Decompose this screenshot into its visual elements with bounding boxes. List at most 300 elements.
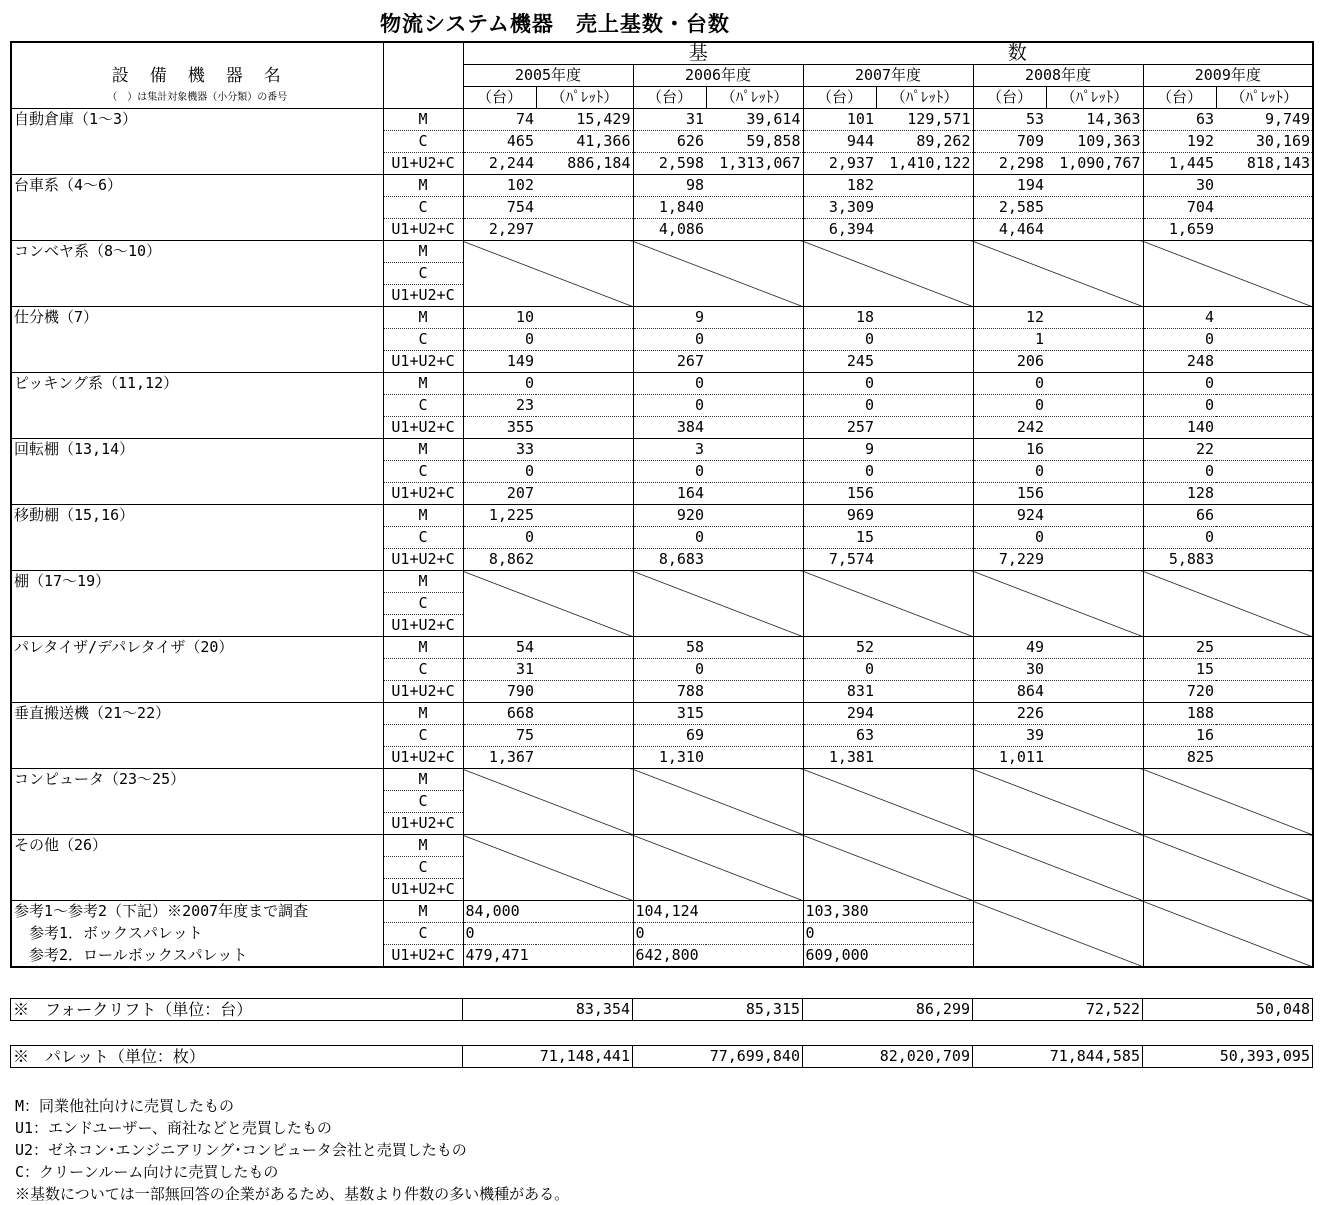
value-cell: 1,310: [633, 747, 706, 769]
empty-cell: [536, 505, 633, 527]
empty-cell: [1046, 637, 1143, 659]
group-header-su: 数: [1007, 42, 1087, 64]
value-cell: 818,143: [1216, 153, 1313, 175]
value-cell: 31: [633, 109, 706, 131]
empty-cell: [1216, 329, 1313, 351]
empty-cell: [1216, 725, 1313, 747]
value-cell: 0: [633, 373, 706, 395]
value-cell: 31: [463, 659, 536, 681]
unit-pallet: （ﾊﾟﾚｯﾄ）: [1046, 87, 1143, 109]
forklift-table: [10, 998, 1313, 1021]
empty-cell: [706, 197, 803, 219]
value-cell: 7,229: [973, 549, 1046, 571]
row-type-label: M: [383, 835, 463, 857]
value-cell: 15: [803, 527, 876, 549]
empty-cell: [706, 483, 803, 505]
value-cell: 102: [463, 175, 536, 197]
empty-cell: [536, 461, 633, 483]
empty-cell: [536, 527, 633, 549]
row-type-label: U1+U2+C: [383, 483, 463, 505]
empty-cell: [876, 527, 973, 549]
note-line: C：クリーンルーム向けに売買したもの: [15, 1163, 279, 1181]
empty-cell: [1046, 373, 1143, 395]
value-cell: 1,840: [633, 197, 706, 219]
forklift-value: 85,315: [633, 999, 803, 1021]
forklift-value: 86,299: [803, 999, 973, 1021]
row-type-label: C: [383, 197, 463, 219]
reference-value: 479,471: [465, 946, 529, 964]
value-cell: 0: [1143, 395, 1216, 417]
value-cell: 2,598: [633, 153, 706, 175]
empty-cell: [536, 945, 633, 968]
not-applicable-cell: [973, 901, 1143, 968]
empty-cell: [706, 505, 803, 527]
value-cell: 39: [973, 725, 1046, 747]
forklift-value: 83,354: [463, 999, 633, 1021]
value-cell: 704: [1143, 197, 1216, 219]
value-cell: 89,262: [876, 131, 973, 153]
empty-cell: [1046, 175, 1143, 197]
not-applicable-cell: [463, 241, 633, 307]
value-cell: 384: [633, 417, 706, 439]
row-type-label: M: [383, 109, 463, 131]
value-cell: 206: [973, 351, 1046, 373]
table-row: [11, 307, 1313, 329]
value-cell: 75: [463, 725, 536, 747]
empty-cell: [1216, 439, 1313, 461]
empty-cell: [536, 417, 633, 439]
note-line: U1：エンドユーザー、商社などと売買したもの: [15, 1119, 332, 1137]
unit-dai: （台）: [633, 87, 706, 109]
empty-cell: [536, 439, 633, 461]
empty-cell: [876, 747, 973, 769]
value-cell: 0: [1143, 461, 1216, 483]
empty-cell: [876, 725, 973, 747]
row-type-label: U1+U2+C: [383, 615, 463, 637]
value-cell: 66: [1143, 505, 1216, 527]
value-cell: 30,169: [1216, 131, 1313, 153]
unit-pallet: （ﾊﾟﾚｯﾄ）: [536, 87, 633, 109]
unit-dai: （台）: [803, 87, 876, 109]
value-cell: 2,585: [973, 197, 1046, 219]
empty-cell: [1046, 461, 1143, 483]
empty-cell: [876, 637, 973, 659]
value-cell: 1,011: [973, 747, 1046, 769]
value-cell: 140: [1143, 417, 1216, 439]
table-row: [11, 109, 1313, 131]
value-cell: 0: [803, 373, 876, 395]
value-cell: 22: [1143, 439, 1216, 461]
empty-cell: [1046, 483, 1143, 505]
empty-cell: [536, 637, 633, 659]
empty-cell: [1046, 307, 1143, 329]
value-cell: 315: [633, 703, 706, 725]
pallet-label: ※ パレット（単位：枚）: [11, 1046, 463, 1068]
empty-cell: [876, 703, 973, 725]
value-cell: 23: [463, 395, 536, 417]
empty-cell: [536, 483, 633, 505]
empty-cell: [706, 725, 803, 747]
empty-cell: [876, 351, 973, 373]
empty-cell: [876, 395, 973, 417]
value-cell: 8,683: [633, 549, 706, 571]
empty-cell: [1046, 659, 1143, 681]
row-type-label: U1+U2+C: [383, 285, 463, 307]
empty-cell: [536, 725, 633, 747]
empty-cell: [1216, 483, 1313, 505]
empty-cell: [1216, 175, 1313, 197]
empty-cell: [876, 417, 973, 439]
not-applicable-cell: [463, 769, 633, 835]
equipment-name: 仕分機（7）: [11, 307, 383, 373]
value-cell: 149: [463, 351, 536, 373]
not-applicable-cell: [803, 571, 973, 637]
empty-cell: [1046, 747, 1143, 769]
table-row: [11, 505, 1313, 527]
value-cell: 41,366: [536, 131, 633, 153]
value-cell: 25: [1143, 637, 1216, 659]
table-row: [11, 439, 1313, 461]
value-cell: 14,363: [1046, 109, 1143, 131]
row-type-label: C: [383, 923, 463, 945]
value-cell: 188: [1143, 703, 1216, 725]
row-type-label: U1+U2+C: [383, 945, 463, 968]
equipment-name: 移動棚（15,16）: [11, 505, 383, 571]
row-type-label: M: [383, 571, 463, 593]
unit-dai: （台）: [463, 87, 536, 109]
not-applicable-cell: [1143, 571, 1313, 637]
value-cell: 1,313,067: [706, 153, 803, 175]
value-cell: 886,184: [536, 153, 633, 175]
value-cell: 0: [803, 329, 876, 351]
forklift-value: 50,048: [1143, 999, 1313, 1021]
empty-cell: [1046, 505, 1143, 527]
empty-cell: [1216, 197, 1313, 219]
empty-cell: [1046, 703, 1143, 725]
empty-cell: [1216, 461, 1313, 483]
value-cell: 6,394: [803, 219, 876, 241]
pallet-value: 82,020,709: [803, 1046, 973, 1068]
value-cell: 0: [1143, 527, 1216, 549]
row-type-label: M: [383, 175, 463, 197]
value-cell: 788: [633, 681, 706, 703]
empty-cell: [1216, 659, 1313, 681]
year-header: 2009年度: [1143, 65, 1313, 87]
not-applicable-cell: [1143, 835, 1313, 901]
row-type-label: U1+U2+C: [383, 219, 463, 241]
value-cell: 245: [803, 351, 876, 373]
row-type-label: C: [383, 527, 463, 549]
value-cell: 1,090,767: [1046, 153, 1143, 175]
value-cell: 164: [633, 483, 706, 505]
pallet-value: 77,699,840: [633, 1046, 803, 1068]
empty-cell: [876, 505, 973, 527]
not-applicable-cell: [1143, 901, 1313, 968]
empty-cell: [706, 417, 803, 439]
value-cell: 9: [803, 439, 876, 461]
empty-cell: [1046, 549, 1143, 571]
not-applicable-cell: [463, 835, 633, 901]
empty-cell: [1046, 351, 1143, 373]
empty-cell: [536, 307, 633, 329]
equipment-name: コンピュータ（23～25）: [11, 769, 383, 835]
value-cell: 924: [973, 505, 1046, 527]
empty-cell: [536, 549, 633, 571]
value-cell: 16: [973, 439, 1046, 461]
row-type-label: M: [383, 703, 463, 725]
empty-cell: [1046, 329, 1143, 351]
not-applicable-cell: [973, 769, 1143, 835]
empty-cell: [536, 681, 633, 703]
not-applicable-cell: [973, 835, 1143, 901]
empty-cell: [876, 483, 973, 505]
note-line: M：同業他社向けに売買したもの: [15, 1097, 235, 1115]
not-applicable-cell: [633, 571, 803, 637]
not-applicable-cell: [1143, 241, 1313, 307]
empty-cell: [876, 219, 973, 241]
value-cell: 3,309: [803, 197, 876, 219]
reference-label: 参考2．ロールボックスパレット: [11, 945, 383, 968]
value-cell: 1,225: [463, 505, 536, 527]
value-cell: 16: [1143, 725, 1216, 747]
not-applicable-cell: [633, 241, 803, 307]
unit-dai: （台）: [1143, 87, 1216, 109]
equipment-name: 棚（17～19）: [11, 571, 383, 637]
not-applicable-cell: [803, 241, 973, 307]
value-cell: 192: [1143, 131, 1216, 153]
empty-cell: [1216, 307, 1313, 329]
row-type-label: C: [383, 791, 463, 813]
equipment-name: パレタイザ/デパレタイザ（20）: [11, 637, 383, 703]
value-cell: 0: [633, 659, 706, 681]
value-cell: 58: [633, 637, 706, 659]
value-cell: 30: [1143, 175, 1216, 197]
empty-cell: [706, 703, 803, 725]
row-type-label: M: [383, 307, 463, 329]
value-cell: 59,858: [706, 131, 803, 153]
value-cell: 52: [803, 637, 876, 659]
group-header-ki: 基: [688, 42, 768, 64]
reference-label: 参考1～参考2（下記）※2007年度まで調査: [11, 901, 383, 923]
value-cell: 0: [463, 373, 536, 395]
value-cell: 242: [973, 417, 1046, 439]
empty-cell: [1046, 417, 1143, 439]
empty-cell: [536, 329, 633, 351]
empty-cell: [536, 219, 633, 241]
note-line: U2：ゼネコン･エンジニアリング･コンピュータ会社と売買したもの: [15, 1141, 467, 1159]
value-cell: 0: [633, 527, 706, 549]
reference-value: 609,000: [805, 946, 869, 964]
row-type-label: C: [383, 395, 463, 417]
reference-value: 0: [463, 923, 536, 945]
table-row: [11, 637, 1313, 659]
row-type-label: C: [383, 659, 463, 681]
not-applicable-cell: [463, 571, 633, 637]
forklift-label: ※ フォークリフト（単位：台）: [11, 999, 463, 1021]
value-cell: 248: [1143, 351, 1216, 373]
value-cell: 0: [463, 329, 536, 351]
empty-cell: [536, 703, 633, 725]
value-cell: 668: [463, 703, 536, 725]
empty-cell: [706, 395, 803, 417]
value-cell: 920: [633, 505, 706, 527]
empty-cell: [1216, 219, 1313, 241]
value-cell: 4: [1143, 307, 1216, 329]
value-cell: 1,659: [1143, 219, 1216, 241]
value-cell: 74: [463, 109, 536, 131]
value-cell: 182: [803, 175, 876, 197]
row-type-label: U1+U2+C: [383, 549, 463, 571]
value-cell: 207: [463, 483, 536, 505]
value-cell: 129,571: [876, 109, 973, 131]
value-cell: 790: [463, 681, 536, 703]
empty-cell: [706, 461, 803, 483]
not-applicable-cell: [803, 769, 973, 835]
empty-cell: [706, 945, 803, 968]
row-type-label: M: [383, 769, 463, 791]
value-cell: 831: [803, 681, 876, 703]
empty-cell: [536, 747, 633, 769]
value-cell: 226: [973, 703, 1046, 725]
reference-row: [11, 901, 1313, 923]
empty-cell: [706, 923, 803, 945]
value-cell: 257: [803, 417, 876, 439]
empty-cell: [1216, 681, 1313, 703]
note-line: ※基数については一部無回答の企業があるため、基数より件数の多い機種がある。: [15, 1185, 570, 1203]
value-cell: 156: [803, 483, 876, 505]
row-type-label: C: [383, 131, 463, 153]
value-cell: 8,862: [463, 549, 536, 571]
not-applicable-cell: [803, 835, 973, 901]
row-type-label: U1+U2+C: [383, 351, 463, 373]
value-cell: 1,410,122: [876, 153, 973, 175]
year-header: 2006年度: [633, 65, 803, 87]
value-cell: 0: [973, 461, 1046, 483]
table-row: [11, 373, 1313, 395]
value-cell: 1: [973, 329, 1046, 351]
value-cell: 0: [633, 395, 706, 417]
empty-cell: [706, 439, 803, 461]
row-type-label: M: [383, 373, 463, 395]
equipment-name: その他（26）: [11, 835, 383, 901]
empty-cell: [876, 549, 973, 571]
row-type-label: M: [383, 505, 463, 527]
row-type-label: C: [383, 263, 463, 285]
empty-cell: [876, 197, 973, 219]
unit-dai: （台）: [973, 87, 1046, 109]
empty-cell: [876, 307, 973, 329]
empty-cell: [1046, 197, 1143, 219]
empty-cell: [1046, 395, 1143, 417]
value-cell: 5,883: [1143, 549, 1216, 571]
value-cell: 0: [973, 527, 1046, 549]
empty-cell: [1216, 549, 1313, 571]
value-cell: 53: [973, 109, 1046, 131]
value-cell: 0: [973, 373, 1046, 395]
value-cell: 4,464: [973, 219, 1046, 241]
value-cell: 294: [803, 703, 876, 725]
value-cell: 0: [1143, 329, 1216, 351]
value-cell: 267: [633, 351, 706, 373]
value-cell: 30: [973, 659, 1046, 681]
table-row: [11, 703, 1313, 725]
value-cell: 754: [463, 197, 536, 219]
empty-cell: [876, 439, 973, 461]
empty-cell: [706, 637, 803, 659]
year-header: 2005年度: [463, 65, 633, 87]
empty-cell: [1216, 351, 1313, 373]
value-cell: 15: [1143, 659, 1216, 681]
table-row: [11, 769, 1313, 791]
empty-cell: [1046, 219, 1143, 241]
value-cell: 0: [633, 461, 706, 483]
table-row: [11, 571, 1313, 593]
equipment-name: 回転棚（13,14）: [11, 439, 383, 505]
reference-value: 642,800: [635, 946, 699, 964]
empty-cell: [536, 351, 633, 373]
value-cell: 9,749: [1216, 109, 1313, 131]
value-cell: 2,937: [803, 153, 876, 175]
row-type-label: C: [383, 593, 463, 615]
value-cell: 9: [633, 307, 706, 329]
empty-cell: [876, 945, 973, 968]
value-cell: 63: [803, 725, 876, 747]
table-row: [11, 241, 1313, 263]
empty-cell: [1216, 505, 1313, 527]
unit-pallet: （ﾊﾟﾚｯﾄ）: [1216, 87, 1313, 109]
empty-cell: [1216, 747, 1313, 769]
value-cell: 101: [803, 109, 876, 131]
value-cell: 4,086: [633, 219, 706, 241]
empty-cell: [706, 527, 803, 549]
year-header: 2008年度: [973, 65, 1143, 87]
empty-cell: [706, 681, 803, 703]
table-row: [11, 175, 1313, 197]
row-type-label: C: [383, 725, 463, 747]
value-cell: 33: [463, 439, 536, 461]
row-type-label: C: [383, 329, 463, 351]
value-cell: 0: [633, 329, 706, 351]
notes: [15, 1095, 569, 1205]
row-type-label: U1+U2+C: [383, 879, 463, 901]
not-applicable-cell: [1143, 769, 1313, 835]
value-cell: 98: [633, 175, 706, 197]
pallet-value: 50,393,095: [1143, 1046, 1313, 1068]
value-cell: 0: [463, 527, 536, 549]
row-type-label: M: [383, 901, 463, 923]
value-cell: 0: [803, 659, 876, 681]
empty-cell: [876, 175, 973, 197]
empty-cell: [1046, 527, 1143, 549]
empty-cell: [706, 219, 803, 241]
value-cell: 194: [973, 175, 1046, 197]
value-cell: 0: [463, 461, 536, 483]
value-cell: 465: [463, 131, 536, 153]
value-cell: 709: [973, 131, 1046, 153]
reference-value: 0: [633, 923, 706, 945]
equip-name-header: 設 備 機 器 名: [11, 42, 383, 87]
empty-cell: [876, 923, 973, 945]
value-cell: 1,445: [1143, 153, 1216, 175]
row-type-label: C: [383, 857, 463, 879]
row-type-label: C: [383, 461, 463, 483]
empty-cell: [536, 175, 633, 197]
value-cell: 10: [463, 307, 536, 329]
value-cell: 825: [1143, 747, 1216, 769]
value-cell: 156: [973, 483, 1046, 505]
empty-cell: [1216, 417, 1313, 439]
value-cell: 0: [803, 461, 876, 483]
